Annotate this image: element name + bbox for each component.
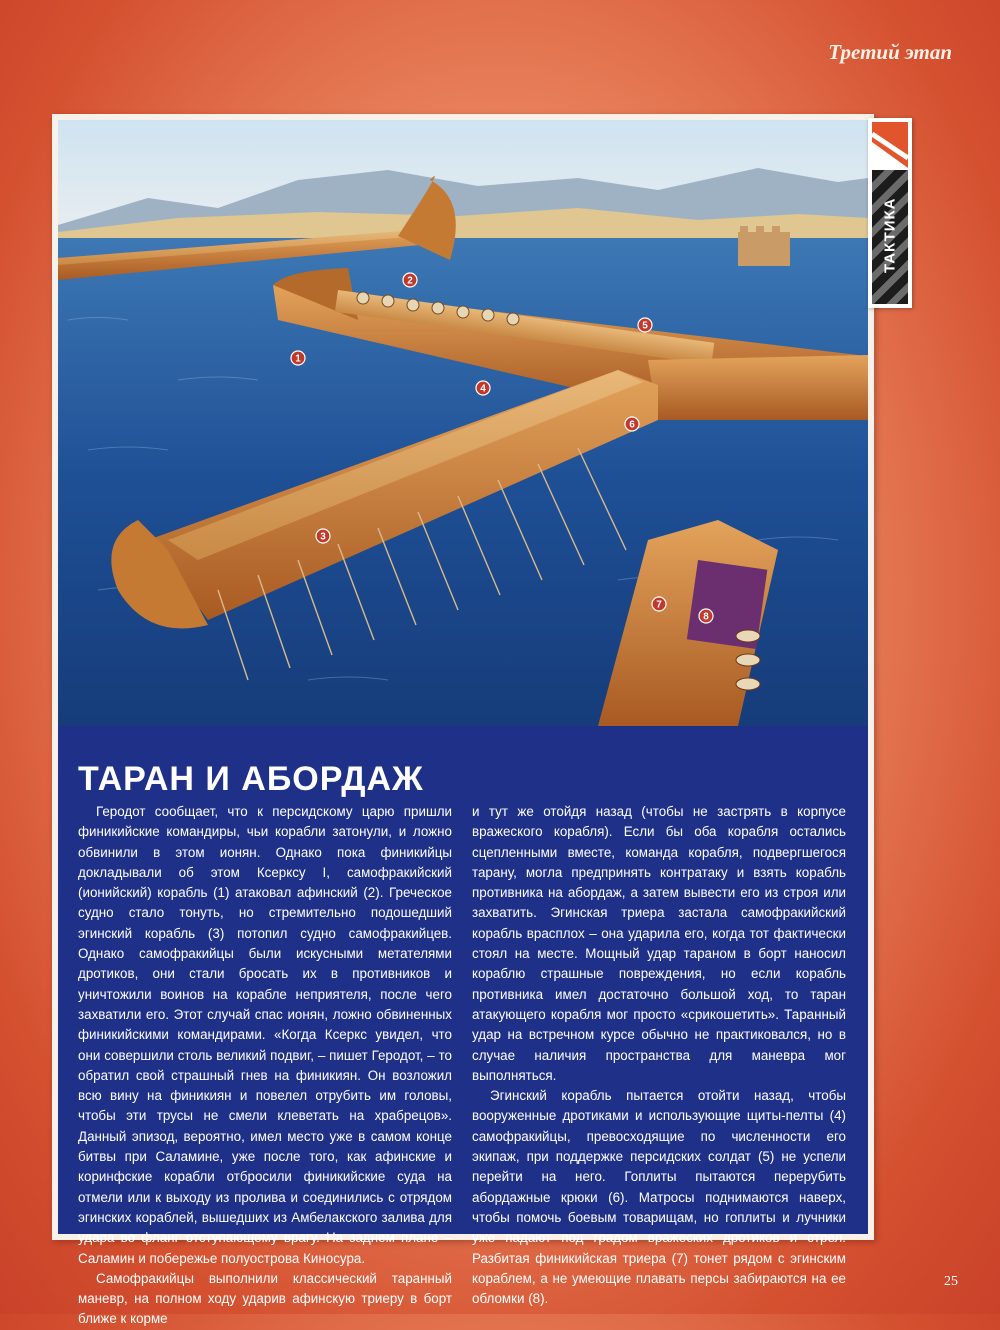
marker-4: 4 (480, 383, 486, 395)
paragraph: Самофракийцы выполнили классический таранный маневр, на полном ходу ударив афинскую триеру в борт ближе к корме (78, 1270, 452, 1327)
marker-7: 7 (656, 599, 662, 611)
article-panel (58, 726, 868, 1327)
paragraph: Эгинский корабль пытается отойти назад, чтобы вооруженные дротиками и использующие щиты-пелты (4) самофракийцы, превосходящие по численности его экипаж, при поддержке персидских солдат (5) не успели перейти на него. Гоплиты пытаются перерубить абордажные крюки (6). Матросы поднимаются наверх, чтобы помочь боевым товарищам, но гоплиты и лучники уже падают под градом вражеских дротиков и стрел. Разбитая финикийская триера (7) тонет рядом с эгинским кораблем, а не умеющие плавать персы забираются на ее обломки (8). (472, 1088, 846, 1307)
tab-label: ТАКТИКА (881, 197, 899, 273)
article-title: ТАРАН И АБОРДАЖ (78, 760, 424, 798)
section-tab (868, 118, 912, 308)
paragraph: Геродот сообщает, что к персидскому царю пришли финикийские командиры, чьи корабли затонули, и ложно обвинили в этом ионян. Однако пока финикийцы докладывали об этом Ксерксу I, самофракийский (ионийский) корабль (1) атаковал афинский (2). Греческое судно стало тонуть, но стремительно подошедший эгинский корабль (3) потопил судно самофракийцев. Однако самофракийцы были искусными метателями дротиков, они стали бросать их в противников и уничтожили воинов на корабле неприятеля, после чего захватили его. Этот случай спас ионян, ложно обвиненных финикийскими командирами. «Когда Ксеркс увидел, что они совершили столь великий подвиг, – пишет Геродот, – то обратил свой страшный гнев на финикиян. Он возложил всю вину на финикиян и повелел отрубить им головы, чтобы эти трусы не смели клеветать на храбрецов». Данный эпизод, вероятно, имел место уже в самом конце битвы при Саламине, уже после того, как афинские и коринфские корабли отбросили финикийские суда на отмели или к выходу из пролива и соединились с отрядом эгинских кораблей, вышедших из Амбелакского залива для удара во фланг отступающему врагу. На заднем плане – Саламин и побережье полуострова Киносура. (78, 804, 452, 1266)
battle-illustration (58, 120, 868, 726)
page-number: 25 (944, 1274, 958, 1289)
marker-1: 1 (295, 353, 301, 365)
marker-6: 6 (629, 419, 635, 431)
marker-3: 3 (320, 531, 326, 543)
article-column-left (78, 802, 452, 1330)
section-title: Третий этап (828, 40, 952, 64)
marker-5: 5 (642, 320, 648, 332)
paragraph: и тут же отойдя назад (чтобы не застрять в корпусе вражеского корабля). Если бы оба корабля остались сцепленными вместе, команда корабля, подвергшегося тарану, могла предпринять контратаку и взять корабль противника на абордаж, а затем вывести его из строя или захватить. Эгинская триера застала самофракийский корабль врасплох – она ударила его, когда тот фактически стоял на месте. Мощный удар тараном в борт наносил кораблю страшные повреждения, но если корабль противника имел достаточно большой ход, то таран атакующего корабля мог просто «срикошетить». Таранный удар на встречном курсе обычно не практиковался, но в случае наличия пространства для маневра мог выполняться. (472, 804, 846, 1083)
marker-2: 2 (407, 275, 413, 287)
marker-8: 8 (703, 611, 709, 623)
chevron-arrow-icon (872, 122, 908, 168)
article-column-right (472, 802, 846, 1309)
